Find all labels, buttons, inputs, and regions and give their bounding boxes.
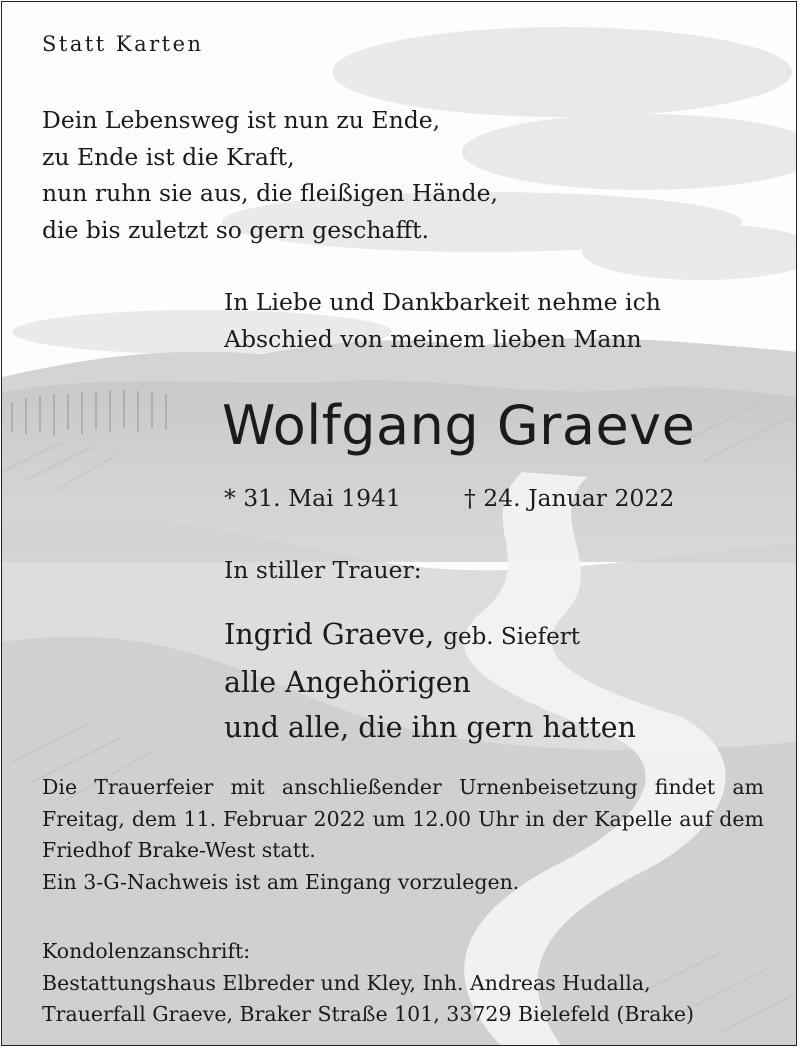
death-date: † 24. Januar 2022 xyxy=(464,484,675,512)
farewell-intro xyxy=(224,284,661,357)
spouse-maiden-name: geb. Siefert xyxy=(443,624,581,650)
condolence-line: Trauerfall Graeve, Braker Straße 101, 33729 Bielefeld (Brake) xyxy=(42,1002,695,1026)
mourner-friends: und alle, die ihn gern hatten xyxy=(224,711,637,744)
intro-line: In Liebe und Dankbarkeit nehme ich xyxy=(224,288,661,316)
mourners-heading: In stiller Trauer: xyxy=(224,556,422,584)
memorial-poem xyxy=(42,102,498,248)
mourner-spouse xyxy=(224,612,636,660)
condolence-line: Bestattungshaus Elbreder und Kley, Inh. Andreas Hudalla, xyxy=(42,970,651,995)
funeral-details xyxy=(42,772,764,898)
funeral-line: Ein 3-G-Nachweis ist am Eingang vorzulegen. xyxy=(42,869,520,894)
kicker-label: Statt Karten xyxy=(42,32,204,56)
mourners-list xyxy=(224,612,636,750)
poem-line: die bis zuletzt so gern geschafft. xyxy=(42,215,430,244)
condolence-heading: Kondolenzanschrift: xyxy=(42,939,251,963)
funeral-line: Die Trauerfeier mit anschließender Urnenbeisetzung findet am xyxy=(42,775,764,799)
condolence-address xyxy=(42,936,694,1031)
birth-date: * 31. Mai 1941 xyxy=(224,484,401,512)
poem-line: nun ruhn sie aus, die fleißigen Hände, xyxy=(42,179,498,207)
obituary-notice xyxy=(1,1,797,1046)
funeral-line: Freitag, dem 11. Februar 2022 um 12.00 Uhr in der Kapelle auf dem xyxy=(42,806,764,831)
mourner-relatives: alle Angehörigen xyxy=(224,666,471,699)
poem-line: zu Ende ist die Kraft, xyxy=(42,142,295,171)
intro-line: Abschied von meinem lieben Mann xyxy=(224,324,642,353)
poem-line: Dein Lebensweg ist nun zu Ende, xyxy=(42,106,441,134)
deceased-name: Wolfgang Graeve xyxy=(222,394,696,457)
spouse-name: Ingrid Graeve, xyxy=(224,618,435,651)
funeral-line: Friedhof Brake-West statt. xyxy=(42,838,316,862)
